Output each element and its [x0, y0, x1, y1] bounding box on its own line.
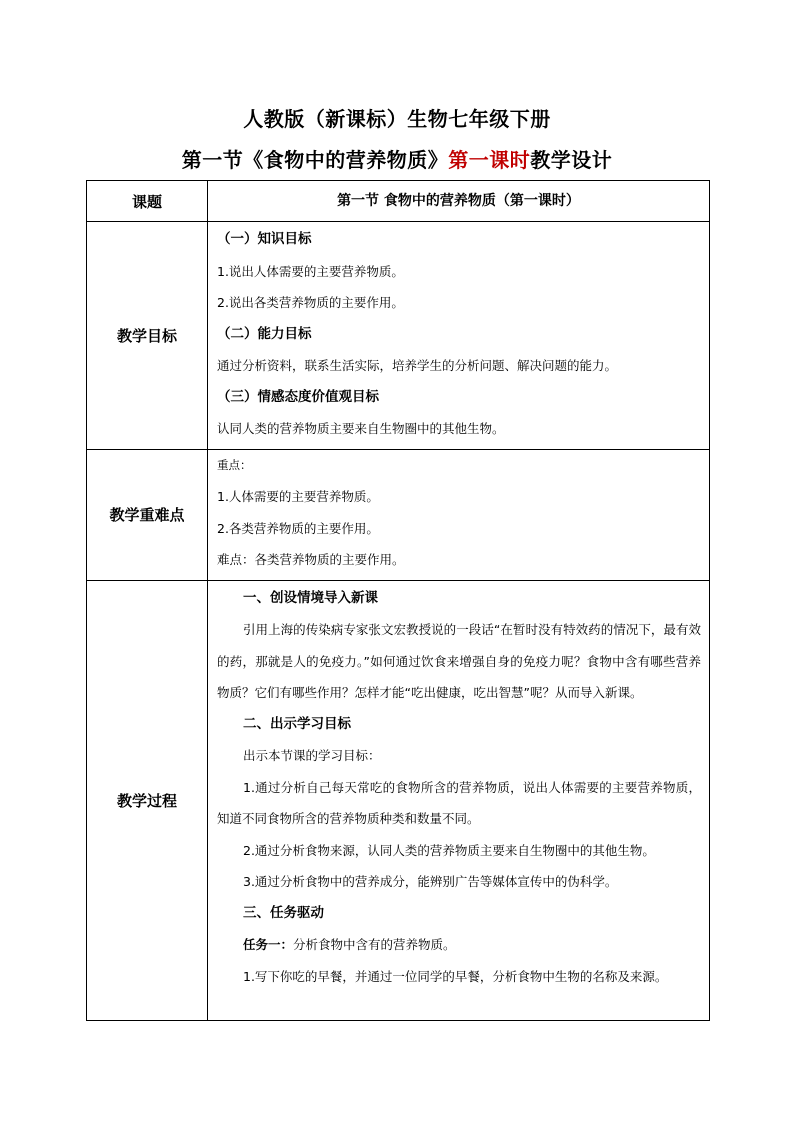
- process-label: 教学过程: [87, 580, 208, 1020]
- keypoints-label: 教学重难点: [87, 449, 208, 580]
- keypoint-1: 1.人体需要的主要营养物质。: [217, 489, 379, 504]
- objectives-label: 教学目标: [87, 222, 208, 450]
- section-1-title: 一、创设情境导入新课: [243, 589, 378, 606]
- section-3-title: 三、任务驱动: [243, 904, 324, 921]
- keypoint-2: 2.各类营养物质的主要作用。: [217, 520, 379, 536]
- objectives-cell: [208, 222, 710, 450]
- process-cell: [208, 580, 710, 1020]
- goal-3: 3.通过分析食物中的营养成分，能辨别广告等媒体宣传中的伪科学。: [243, 874, 618, 889]
- subtitle-part3: 教学设计: [530, 148, 613, 172]
- task-1-item-1: 1.写下你吃的早餐，并通过一位同学的早餐，分析食物中生物的名称及来源。: [243, 968, 668, 984]
- topic-value: 第一节 食物中的营养物质（第一课时）: [337, 193, 580, 209]
- subtitle-part1: 第一节《食物中的营养物质》: [181, 148, 449, 172]
- knowledge-item-1: 1.说出人体需要的主要营养物质。: [217, 263, 404, 279]
- topic-value-cell: [208, 181, 710, 222]
- objectives-row: [87, 222, 710, 450]
- knowledge-item-2: 2.说出各类营养物质的主要作用。: [217, 295, 404, 310]
- topic-label: 课题: [87, 181, 208, 222]
- keypoints-row: [87, 449, 710, 580]
- subtitle-highlight: 第一课时: [448, 148, 531, 172]
- knowledge-heading: （一）知识目标: [217, 231, 312, 247]
- goal-2: 2.通过分析食物来源，认同人类的营养物质主要来自生物圈中的其他生物。: [243, 842, 655, 858]
- section-2-intro: 出示本节课的学习目标：: [243, 748, 381, 763]
- attitude-heading: （三）情感态度价值观目标: [217, 388, 379, 405]
- topic-row: [87, 181, 710, 222]
- attitude-item: 认同人类的营养物质主要来自生物圈中的其他生物。: [217, 421, 505, 436]
- keypoints-heading: 重点：: [217, 457, 252, 472]
- section-1-text: 引用上海的传染病专家张文宏教授说的一段话“在暂时没有特效药的情况下，最有效的药，那就是人的免疫力。”如何通过饮食来增强自身的免疫力呢？食物中含有哪些营养物质？它们有哪些作用？怎样才能“吃出健康，吃出智慧”呢？从而导入新课。: [217, 622, 701, 700]
- ability-item: 通过分析资料，联系生活实际，培养学生的分析问题、解决问题的能力。: [217, 358, 618, 373]
- document-subtitle: [0, 145, 794, 175]
- ability-heading: （二）能力目标: [217, 325, 312, 342]
- task-1-text: 分析食物中含有的营养物质。: [293, 937, 456, 952]
- task-1-label: 任务一：: [243, 937, 294, 952]
- goal-1: 1.通过分析自己每天常吃的食物所含的营养物质，说出人体需要的主要营养物质，知道不同食物所含的营养物质种类和数量不同。: [217, 779, 701, 826]
- document-title: 人教版（新课标）生物七年级下册: [243, 107, 551, 131]
- keypoints-cell: [208, 449, 710, 580]
- difficulty: 难点：各类营养物质的主要作用。: [217, 552, 405, 567]
- process-row: [87, 580, 710, 1020]
- section-2-title: 二、出示学习目标: [243, 715, 351, 732]
- lesson-plan-table: [86, 180, 710, 1021]
- task-1: [217, 929, 701, 961]
